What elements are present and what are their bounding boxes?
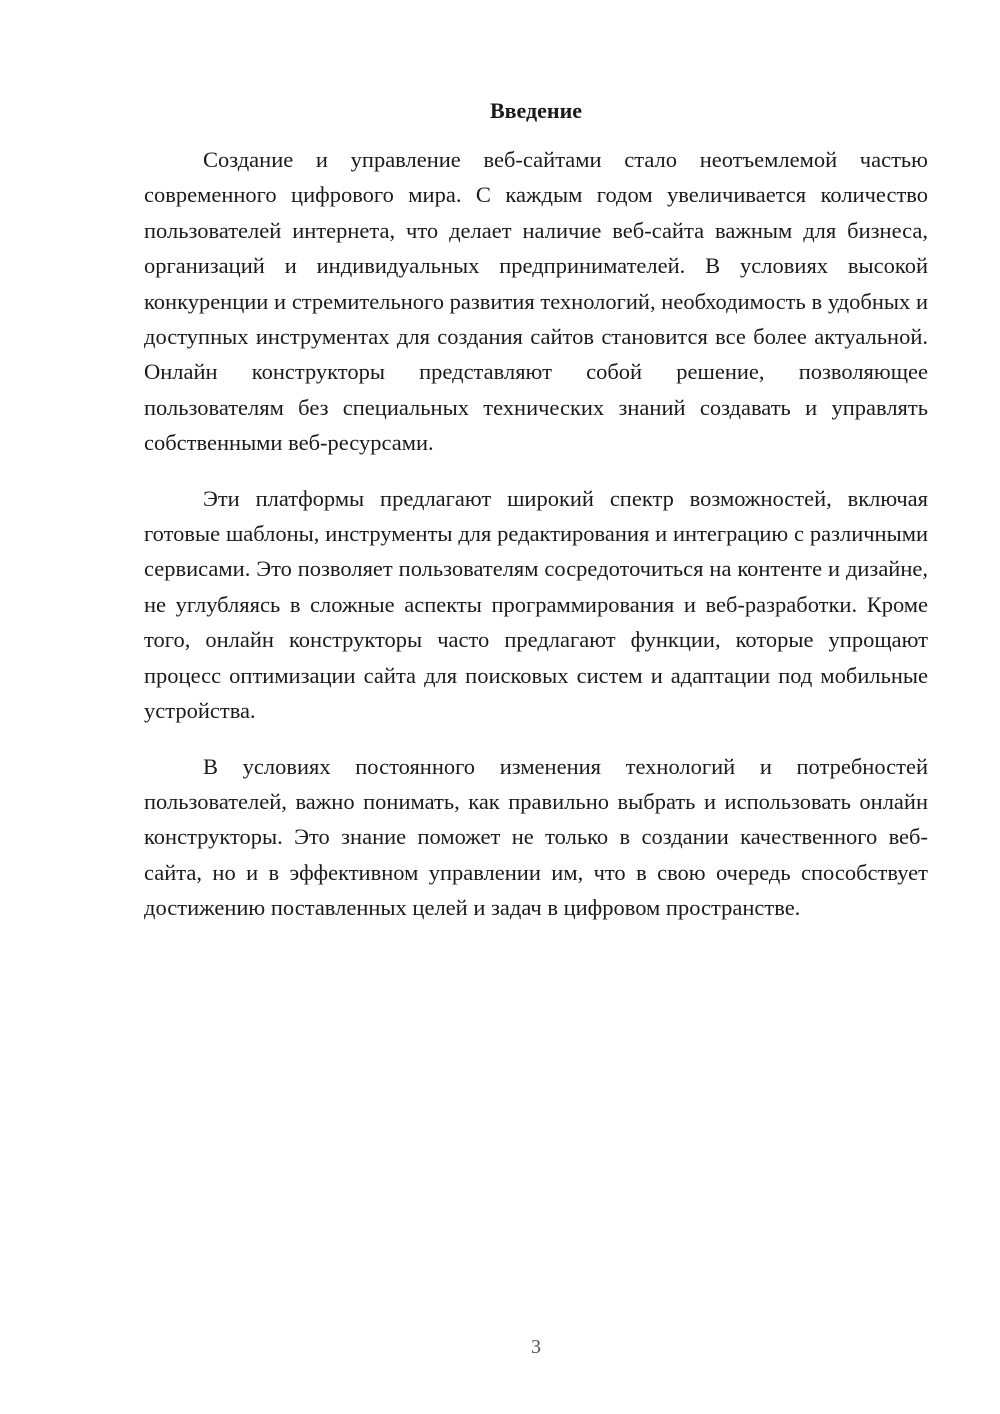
body-text (144, 142, 928, 946)
page-number: 3 (531, 1336, 541, 1358)
paragraph-1: Создание и управление веб-сайтами стало неотъемлемой частью современного цифрового мира. С каждым годом увеличивается количество пользователей интернета, что делает наличие веб-сайта важным для бизнеса, организаций и индивидуальных предпринимателей. В условиях высокой конкуренции и стремительного развития технологий, необходимость в удобных и доступных инструментах для создания сайтов становится все более актуальной. Онлайн конструкторы представляют собой решение, позволяющее пользователям без специальных технических знаний создавать и управлять собственными веб-ресурсами. (144, 147, 928, 456)
paragraph-3: В условиях постоянного изменения технологий и потребностей пользователей, важно понимать, как правильно выбрать и использовать онлайн конструкторы. Это знание поможет не только в создании качественного веб-сайта, но и в эффективном управлении им, что в свою очередь способствует достижению поставленных целей и задач в цифровом пространстве. (144, 753, 928, 921)
section-title: Введение (489, 98, 583, 123)
paragraph-2: Эти платформы предлагают широкий спектр возможностей, включая готовые шаблоны, инструменты для редактирования и интеграцию с различными сервисами. Это позволяет пользователям сосредоточиться на контенте и дизайне, не углубляясь в сложные аспекты программирования и веб-разработки. Кроме того, онлайн конструкторы часто предлагают функции, которые упрощают процесс оптимизации сайта для поисковых систем и адаптации под мобильные устройства. (144, 485, 928, 724)
